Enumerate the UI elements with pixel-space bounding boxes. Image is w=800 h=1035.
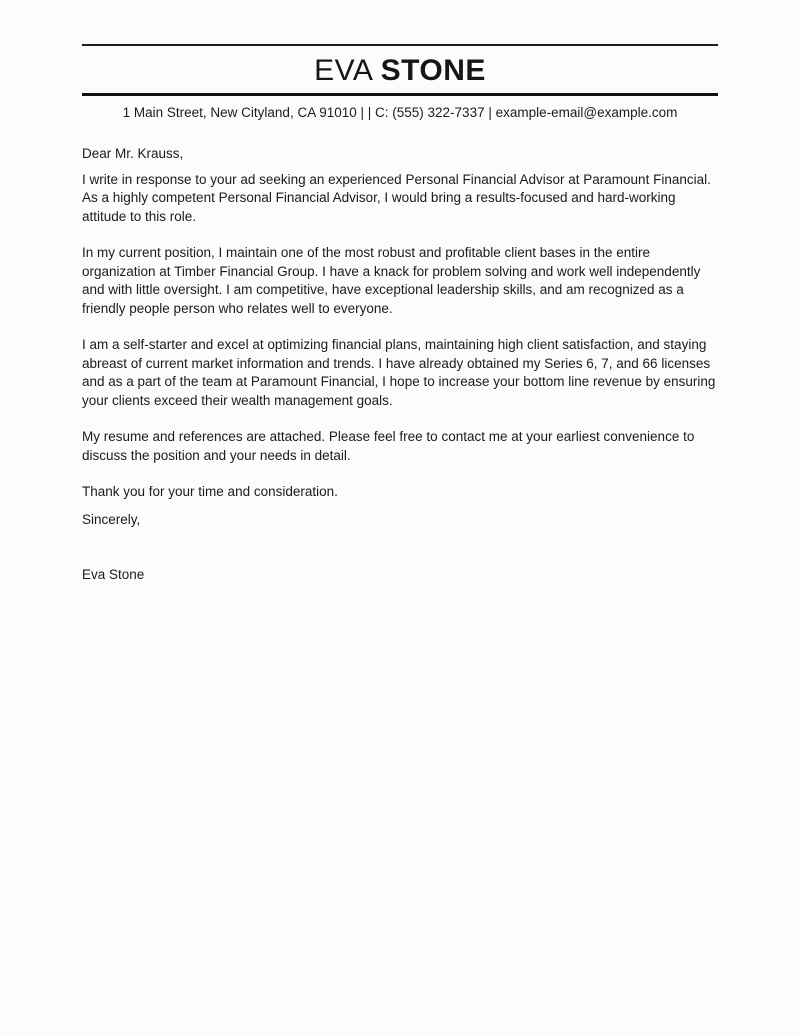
paragraph-3: I am a self-starter and excel at optimizing financial plans, maintaining high client satisfaction, and staying abreast of current market information and trends. I have already obtained my Series 6, 7, and 66 licenses and as a part of the team at Paramount Financial, I hope to increase your bottom line revenue by ensuring your clients exceed their wealth management goals. bbox=[82, 337, 716, 408]
name-first: EVA bbox=[314, 54, 372, 87]
greeting: Dear Mr. Krauss, bbox=[82, 146, 184, 161]
letterhead bbox=[82, 44, 718, 120]
letter-body bbox=[82, 145, 718, 585]
header-bottom-rule bbox=[82, 93, 718, 96]
paragraph-2: In my current position, I maintain one of the most robust and profitable client bases in the entire organization at Timber Financial Group. I have a knack for problem solving and work well independently and with little oversight. I am competitive, have exceptional leadership skills, and am recognized as a friendly people person who relates well to everyone. bbox=[82, 245, 701, 316]
paragraph-4: My resume and references are attached. Please feel free to contact me at your earliest convenience to discuss the position and your needs in detail. bbox=[82, 429, 695, 463]
thanks-line: Thank you for your time and consideration. bbox=[82, 484, 338, 499]
signature: Eva Stone bbox=[82, 567, 145, 582]
page-title bbox=[82, 46, 718, 93]
contact-info: 1 Main Street, New Cityland, CA 91010 | | C: (555) 322-7337 | example-email@example.com bbox=[122, 105, 678, 120]
closing-line: Sincerely, bbox=[82, 511, 141, 527]
paragraph-1: I write in response to your ad seeking an experienced Personal Financial Advisor at Paramount Financial. As a highly competent Personal Financial Advisor, I would bring a results-focused and hard-working attitude to this role. bbox=[82, 171, 711, 224]
document-content bbox=[82, 44, 718, 585]
name-last: STONE bbox=[380, 54, 486, 87]
